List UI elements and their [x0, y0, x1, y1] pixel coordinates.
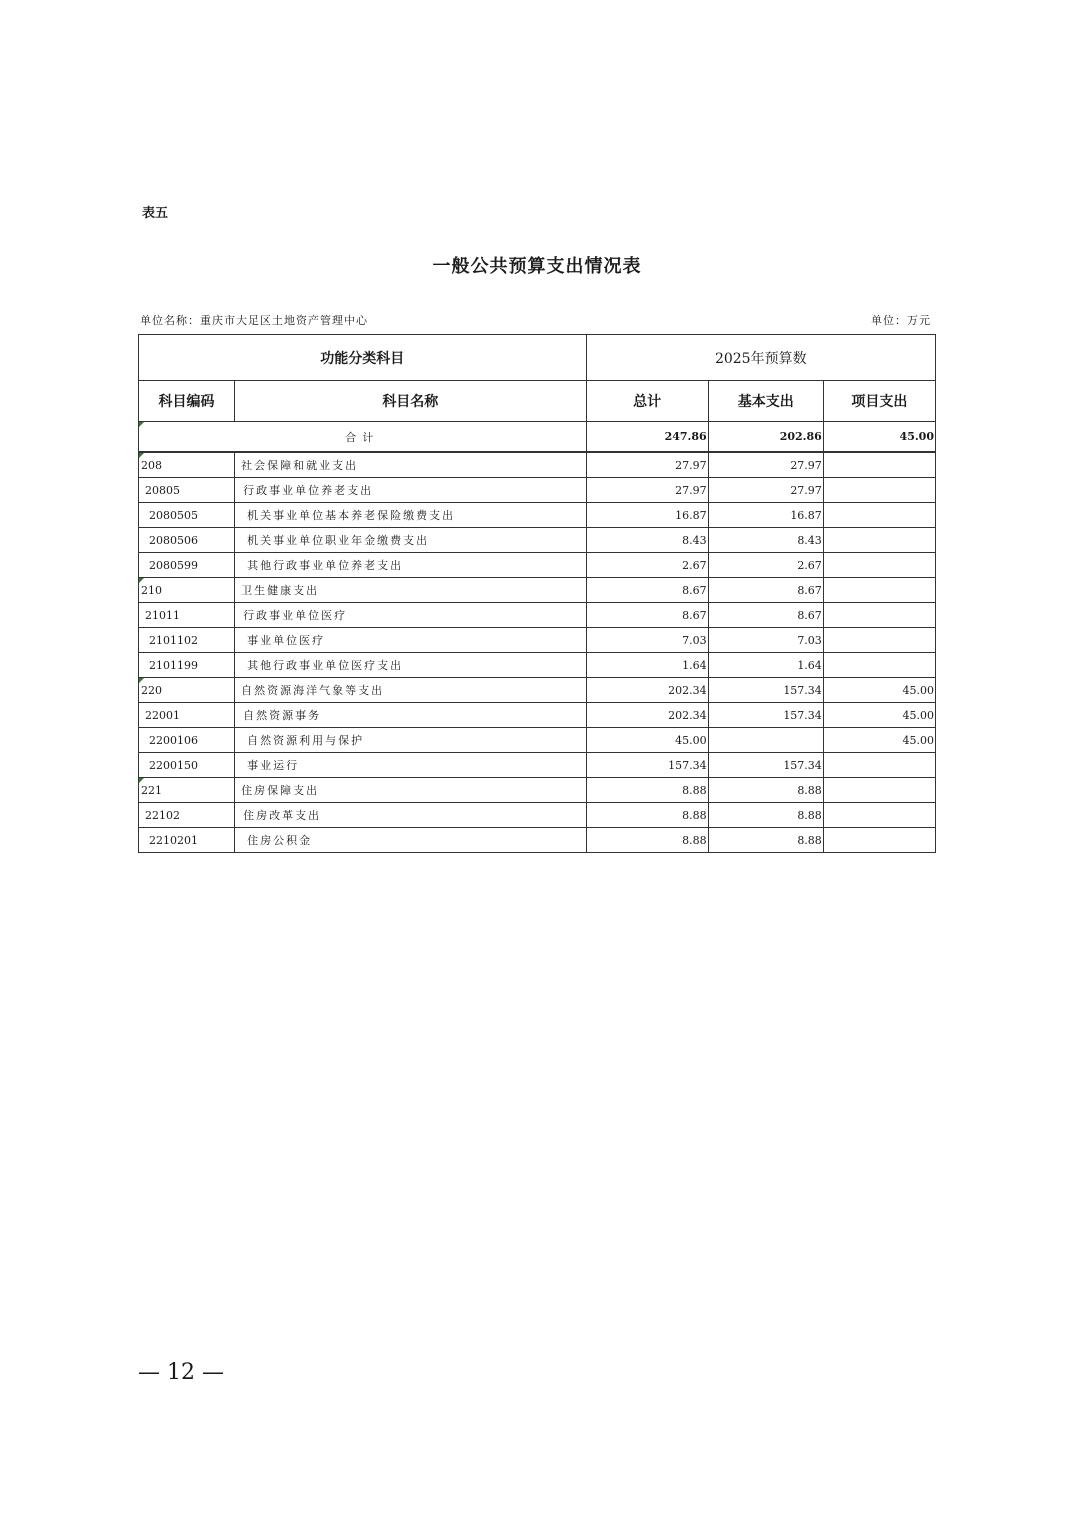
page-title: 一般公共预算支出情况表: [432, 256, 642, 277]
row-name: 其他行政事业单位医疗支出: [235, 653, 586, 678]
row-name: 住房公积金: [235, 828, 586, 853]
row-total: 1.64: [586, 653, 708, 678]
header-budget-year-text: 2025年预算数: [714, 350, 807, 367]
row-name: 自然资源利用与保护: [235, 728, 586, 753]
row-name: 住房保障支出: [235, 778, 586, 803]
row-total: 202.34: [586, 703, 708, 728]
row-total: 7.03: [586, 628, 708, 653]
header-budget-year: [586, 335, 935, 381]
row-basic: [708, 728, 823, 753]
table-row: [139, 553, 936, 578]
row-name: 其他行政事业单位养老支出: [235, 553, 586, 578]
row-basic: 8.67: [708, 603, 823, 628]
row-project: [823, 553, 935, 578]
row-code: 20805: [139, 478, 235, 503]
row-project: [823, 603, 935, 628]
header-basic: 基本支出: [708, 381, 823, 422]
header-project: 项目支出: [823, 381, 935, 422]
row-code: 210: [139, 578, 235, 603]
row-total: 27.97: [586, 452, 708, 478]
table-row: [139, 753, 936, 778]
table-row: [139, 503, 936, 528]
row-project: [823, 778, 935, 803]
row-basic: 8.43: [708, 528, 823, 553]
row-basic: 1.64: [708, 653, 823, 678]
row-project: [823, 452, 935, 478]
row-basic: 2.67: [708, 553, 823, 578]
row-name: 机关事业单位职业年金缴费支出: [235, 528, 586, 553]
table-row: [139, 653, 936, 678]
row-name: 行政事业单位养老支出: [235, 478, 586, 503]
row-total: 8.88: [586, 828, 708, 853]
row-basic: 8.88: [708, 778, 823, 803]
row-total: 2.67: [586, 553, 708, 578]
header-row-1: [139, 335, 936, 381]
row-project: [823, 753, 935, 778]
budget-table: [138, 334, 936, 853]
row-name: 行政事业单位医疗: [235, 603, 586, 628]
row-name: 自然资源事务: [235, 703, 586, 728]
row-basic: 27.97: [708, 452, 823, 478]
row-project: [823, 803, 935, 828]
row-name: 事业单位医疗: [235, 628, 586, 653]
row-code: 2101199: [139, 653, 235, 678]
table-row: [139, 452, 936, 478]
row-name: 机关事业单位基本养老保险缴费支出: [235, 503, 586, 528]
row-total: 27.97: [586, 478, 708, 503]
total-row: [139, 422, 936, 453]
row-code: 220: [139, 678, 235, 703]
table-label: 表五: [142, 206, 169, 221]
row-total: 8.88: [586, 803, 708, 828]
total-label: 合计: [139, 422, 587, 453]
table-row: [139, 528, 936, 553]
row-project: [823, 578, 935, 603]
row-code: 2200150: [139, 753, 235, 778]
table-row: [139, 778, 936, 803]
table-body: [139, 452, 936, 853]
row-basic: 16.87: [708, 503, 823, 528]
row-project: 45.00: [823, 678, 935, 703]
table-row: [139, 678, 936, 703]
table-row: [139, 628, 936, 653]
row-total: 157.34: [586, 753, 708, 778]
total-basic: 202.86: [708, 422, 823, 453]
page-number: — 12 —: [138, 1360, 224, 1385]
row-total: 8.67: [586, 603, 708, 628]
row-basic: 7.03: [708, 628, 823, 653]
row-basic: 157.34: [708, 678, 823, 703]
row-name: 自然资源海洋气象等支出: [235, 678, 586, 703]
table-row: [139, 728, 936, 753]
row-code: 208: [139, 452, 235, 478]
row-total: 8.43: [586, 528, 708, 553]
row-code: 2101102: [139, 628, 235, 653]
row-total: 8.67: [586, 578, 708, 603]
header-row-2: [139, 381, 936, 422]
row-project: [823, 628, 935, 653]
row-project: 45.00: [823, 728, 935, 753]
header-functional-category: 功能分类科目: [139, 335, 587, 381]
table-row: [139, 703, 936, 728]
row-basic: 27.97: [708, 478, 823, 503]
row-code: 21011: [139, 603, 235, 628]
row-code: 22102: [139, 803, 235, 828]
header-total: 总计: [586, 381, 708, 422]
row-basic: 8.88: [708, 803, 823, 828]
row-project: 45.00: [823, 703, 935, 728]
total-total: 247.86: [586, 422, 708, 453]
unit-name: 单位名称：重庆市大足区土地资产管理中心: [140, 314, 368, 327]
row-code: 2080506: [139, 528, 235, 553]
table-row: [139, 603, 936, 628]
row-project: [823, 828, 935, 853]
row-code: 221: [139, 778, 235, 803]
row-code: 2200106: [139, 728, 235, 753]
row-code: 22001: [139, 703, 235, 728]
row-project: [823, 528, 935, 553]
unit-label: 单位：万元: [871, 314, 931, 327]
row-project: [823, 478, 935, 503]
row-project: [823, 503, 935, 528]
row-code: 2210201: [139, 828, 235, 853]
table-row: [139, 478, 936, 503]
header-code: 科目编码: [139, 381, 235, 422]
table-row: [139, 828, 936, 853]
row-name: 住房改革支出: [235, 803, 586, 828]
row-basic: 157.34: [708, 703, 823, 728]
row-basic: 157.34: [708, 753, 823, 778]
total-project: 45.00: [823, 422, 935, 453]
row-code: 2080505: [139, 503, 235, 528]
row-total: 16.87: [586, 503, 708, 528]
row-total: 45.00: [586, 728, 708, 753]
row-name: 卫生健康支出: [235, 578, 586, 603]
table-row: [139, 803, 936, 828]
row-total: 202.34: [586, 678, 708, 703]
row-name: 社会保障和就业支出: [235, 452, 586, 478]
row-basic: 8.67: [708, 578, 823, 603]
table-row: [139, 578, 936, 603]
row-project: [823, 653, 935, 678]
row-total: 8.88: [586, 778, 708, 803]
row-code: 2080599: [139, 553, 235, 578]
row-name: 事业运行: [235, 753, 586, 778]
row-basic: 8.88: [708, 828, 823, 853]
header-name: 科目名称: [235, 381, 586, 422]
